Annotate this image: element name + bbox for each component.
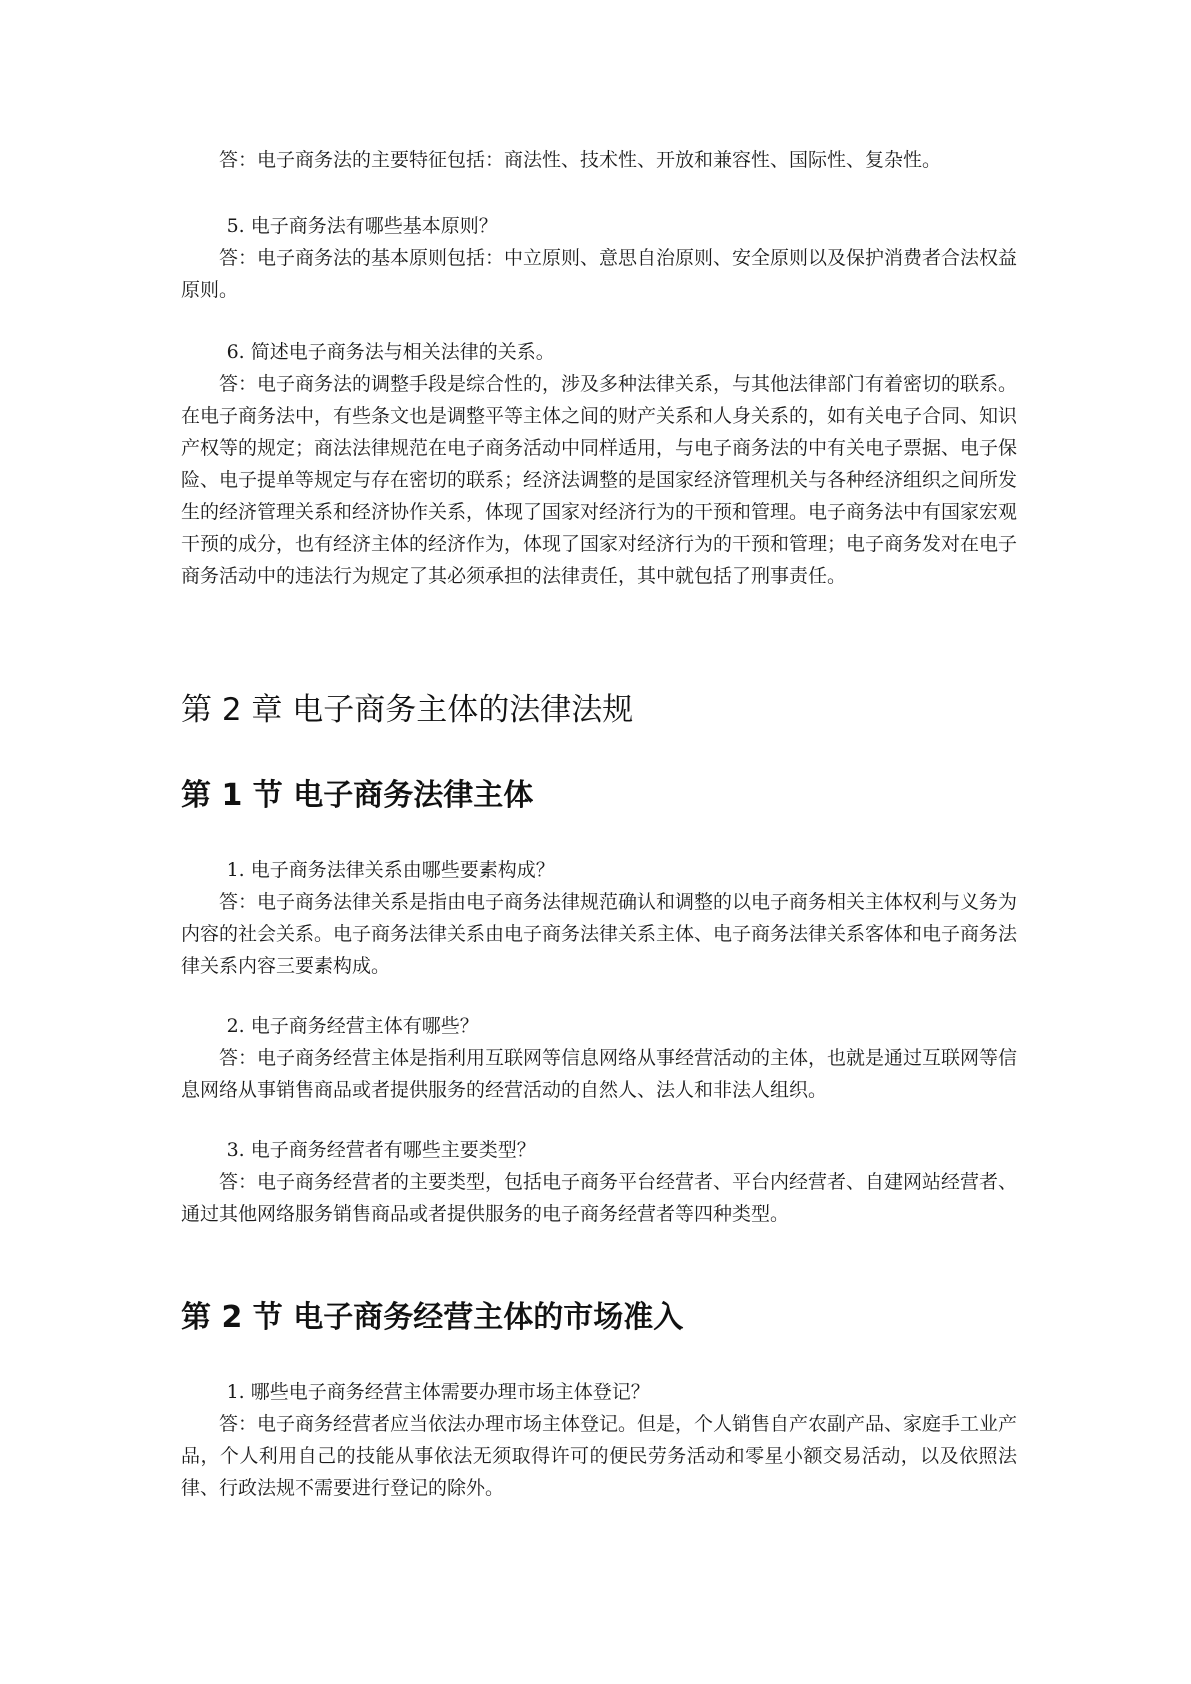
section-1-heading-block bbox=[181, 776, 1017, 816]
section-2-answer-1: 答：电子商务经营者应当依法办理市场主体登记。但是，个人销售自产农副产品、家庭手工业产品，个人利用自己的技能从事依法无须取得许可的便民劳务活动和零星小额交易活动，以及依照法律、行政法规不需要进行登记的除外。 bbox=[181, 1413, 1018, 1499]
section-1-answer-2: 答：电子商务经营主体是指利用互联网等信息网络从事经营活动的主体，也就是通过互联网等信息网络从事销售商品或者提供服务的经营活动的自然人、法人和非法人组织。 bbox=[181, 1047, 1018, 1101]
answer-4: 答：电子商务法的主要特征包括：商法性、技术性、开放和兼容性、国际性、复杂性。 bbox=[219, 149, 942, 171]
section-1-question-3-block bbox=[181, 1134, 1017, 1230]
section-1-answer-1: 答：电子商务法律关系是指由电子商务法律规范确认和调整的以电子商务相关主体权利与义务为内容的社会关系。电子商务法律关系由电子商务法律关系主体、电子商务法律关系客体和电子商务法律关系内容三要素构成。 bbox=[181, 891, 1018, 977]
section-1-title: 第 1 节 电子商务法律主体 bbox=[181, 778, 534, 813]
question-6-block bbox=[181, 336, 1017, 592]
section-1-question-2: 2. 电子商务经营主体有哪些？ bbox=[226, 1015, 479, 1037]
question-5: 5. 电子商务法有哪些基本原则？ bbox=[226, 215, 498, 237]
section-1-answer-3: 答：电子商务经营者的主要类型，包括电子商务平台经营者、平台内经营者、自建网站经营者、通过其他网络服务销售商品或者提供服务的电子商务经营者等四种类型。 bbox=[181, 1171, 1018, 1225]
section-2-heading-block bbox=[181, 1298, 1017, 1338]
section-1-question-2-block bbox=[181, 1010, 1017, 1106]
section-2-question-1: 1. 哪些电子商务经营主体需要办理市场主体登记？ bbox=[226, 1381, 650, 1403]
section-2-title: 第 2 节 电子商务经营主体的市场准入 bbox=[181, 1300, 684, 1335]
question-5-block bbox=[181, 210, 1017, 306]
chapter-heading-block bbox=[181, 690, 1017, 730]
section-1-question-1: 1. 电子商务法律关系由哪些要素构成？ bbox=[226, 859, 555, 881]
section-1-question-3: 3. 电子商务经营者有哪些主要类型？ bbox=[226, 1139, 536, 1161]
section-1-question-1-block bbox=[181, 854, 1017, 982]
chapter-title: 第 2 章 电子商务主体的法律法规 bbox=[181, 692, 634, 728]
answer-6: 答：电子商务法的调整手段是综合性的，涉及多种法律关系，与其他法律部门有着密切的联系。在电子商务法中，有些条文也是调整平等主体之间的财产关系和人身关系的，如有关电子合同、知识产权等的规定；商法法律规范在电子商务活动中同样适用，与电子商务法的中有关电子票据、电子保险、电子提单等规定与存在密切的联系；经济法调整的是国家经济管理机关与各种经济组织之间所发生的经济管理关系和经济协作关系，体现了国家对经济行为的干预和管理。电子商务法中有国家宏观干预的成分，也有经济主体的经济作为，体现了国家对经济行为的干预和管理；电子商务发对在电子商务活动中的违法行为规定了其必须承担的法律责任，其中就包括了刑事责任。 bbox=[181, 373, 1018, 587]
answer-5: 答：电子商务法的基本原则包括：中立原则、意思自治原则、安全原则以及保护消费者合法权益原则。 bbox=[181, 247, 1018, 301]
section-2-question-1-block bbox=[181, 1376, 1017, 1504]
question-6: 6. 简述电子商务法与相关法律的关系。 bbox=[226, 341, 555, 363]
answer-4-block bbox=[181, 144, 1017, 176]
